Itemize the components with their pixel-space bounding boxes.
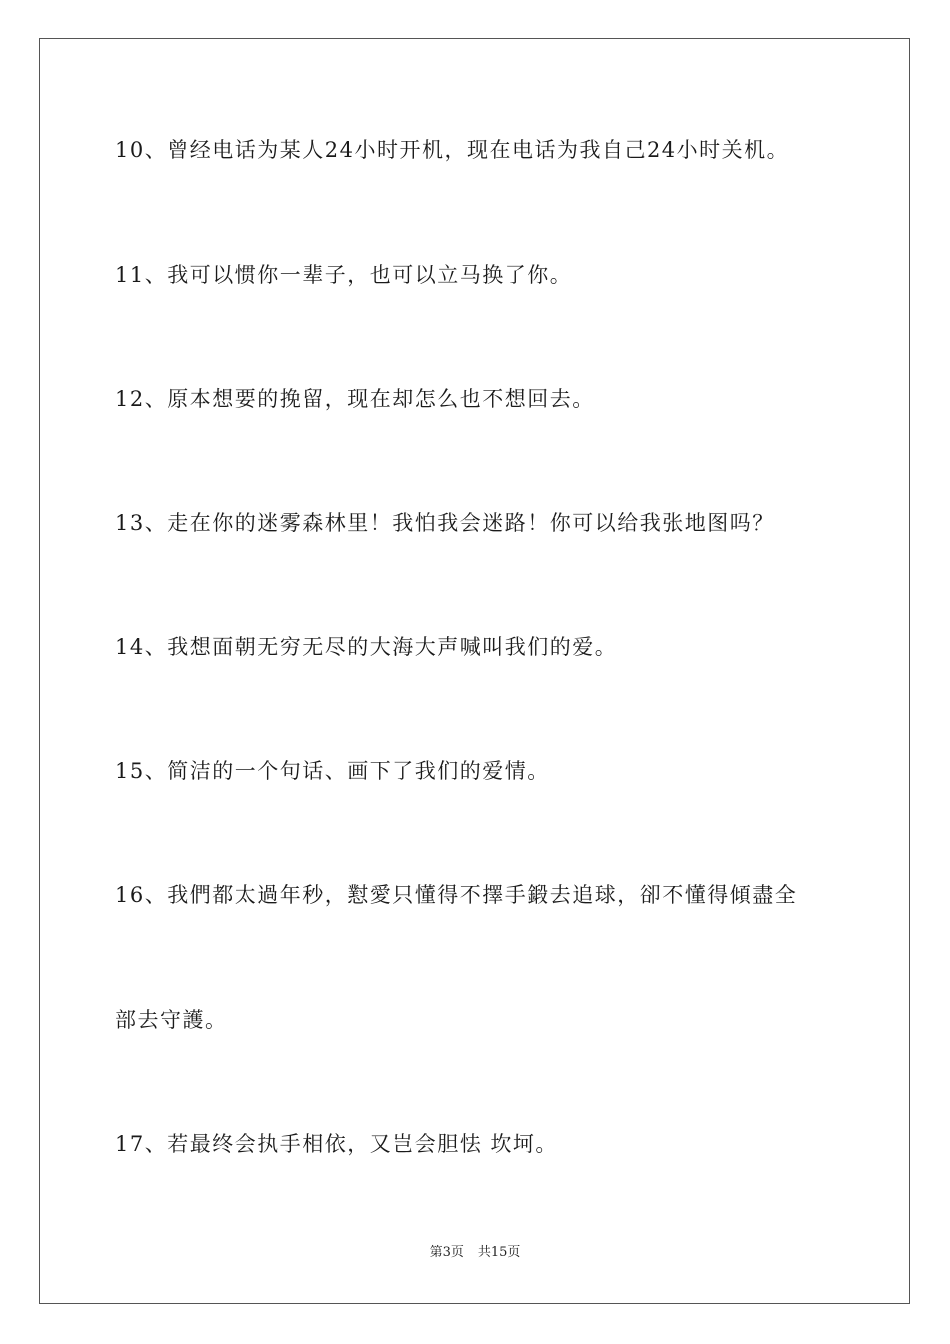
text-line-14: 14、我想面朝无穷无尽的大海大声喊叫我们的爱。 xyxy=(115,635,618,659)
page-number-label: 第3页 xyxy=(429,1245,464,1260)
text-line-10: 10、曾经电话为某人24小时开机，现在电话为我自己24小时关机。 xyxy=(115,138,790,162)
text-line-12: 12、原本想要的挽留，现在却怎么也不想回去。 xyxy=(115,387,595,411)
total-pages-label: 共15页 xyxy=(477,1245,521,1260)
page-footer xyxy=(0,1244,950,1262)
text-line-17: 17、若最终会执手相依，又岂会胆怯 坎坷。 xyxy=(115,1132,558,1156)
text-line-13: 13、走在你的迷雾森林里！我怕我会迷路！你可以给我张地图吗？ xyxy=(115,511,775,535)
page-frame xyxy=(39,38,910,1304)
text-line-15: 15、简洁的一个句话、画下了我们的爱情。 xyxy=(115,759,550,783)
text-line-16: 16、我們都太過年秒，懟愛只懂得不擇手鍛去追球，卻不懂得傾盡全 xyxy=(115,883,798,907)
text-line-11: 11、我可以惯你一辈子，也可以立马换了你。 xyxy=(115,263,573,287)
text-line-16-continued: 部去守護。 xyxy=(115,1008,228,1032)
